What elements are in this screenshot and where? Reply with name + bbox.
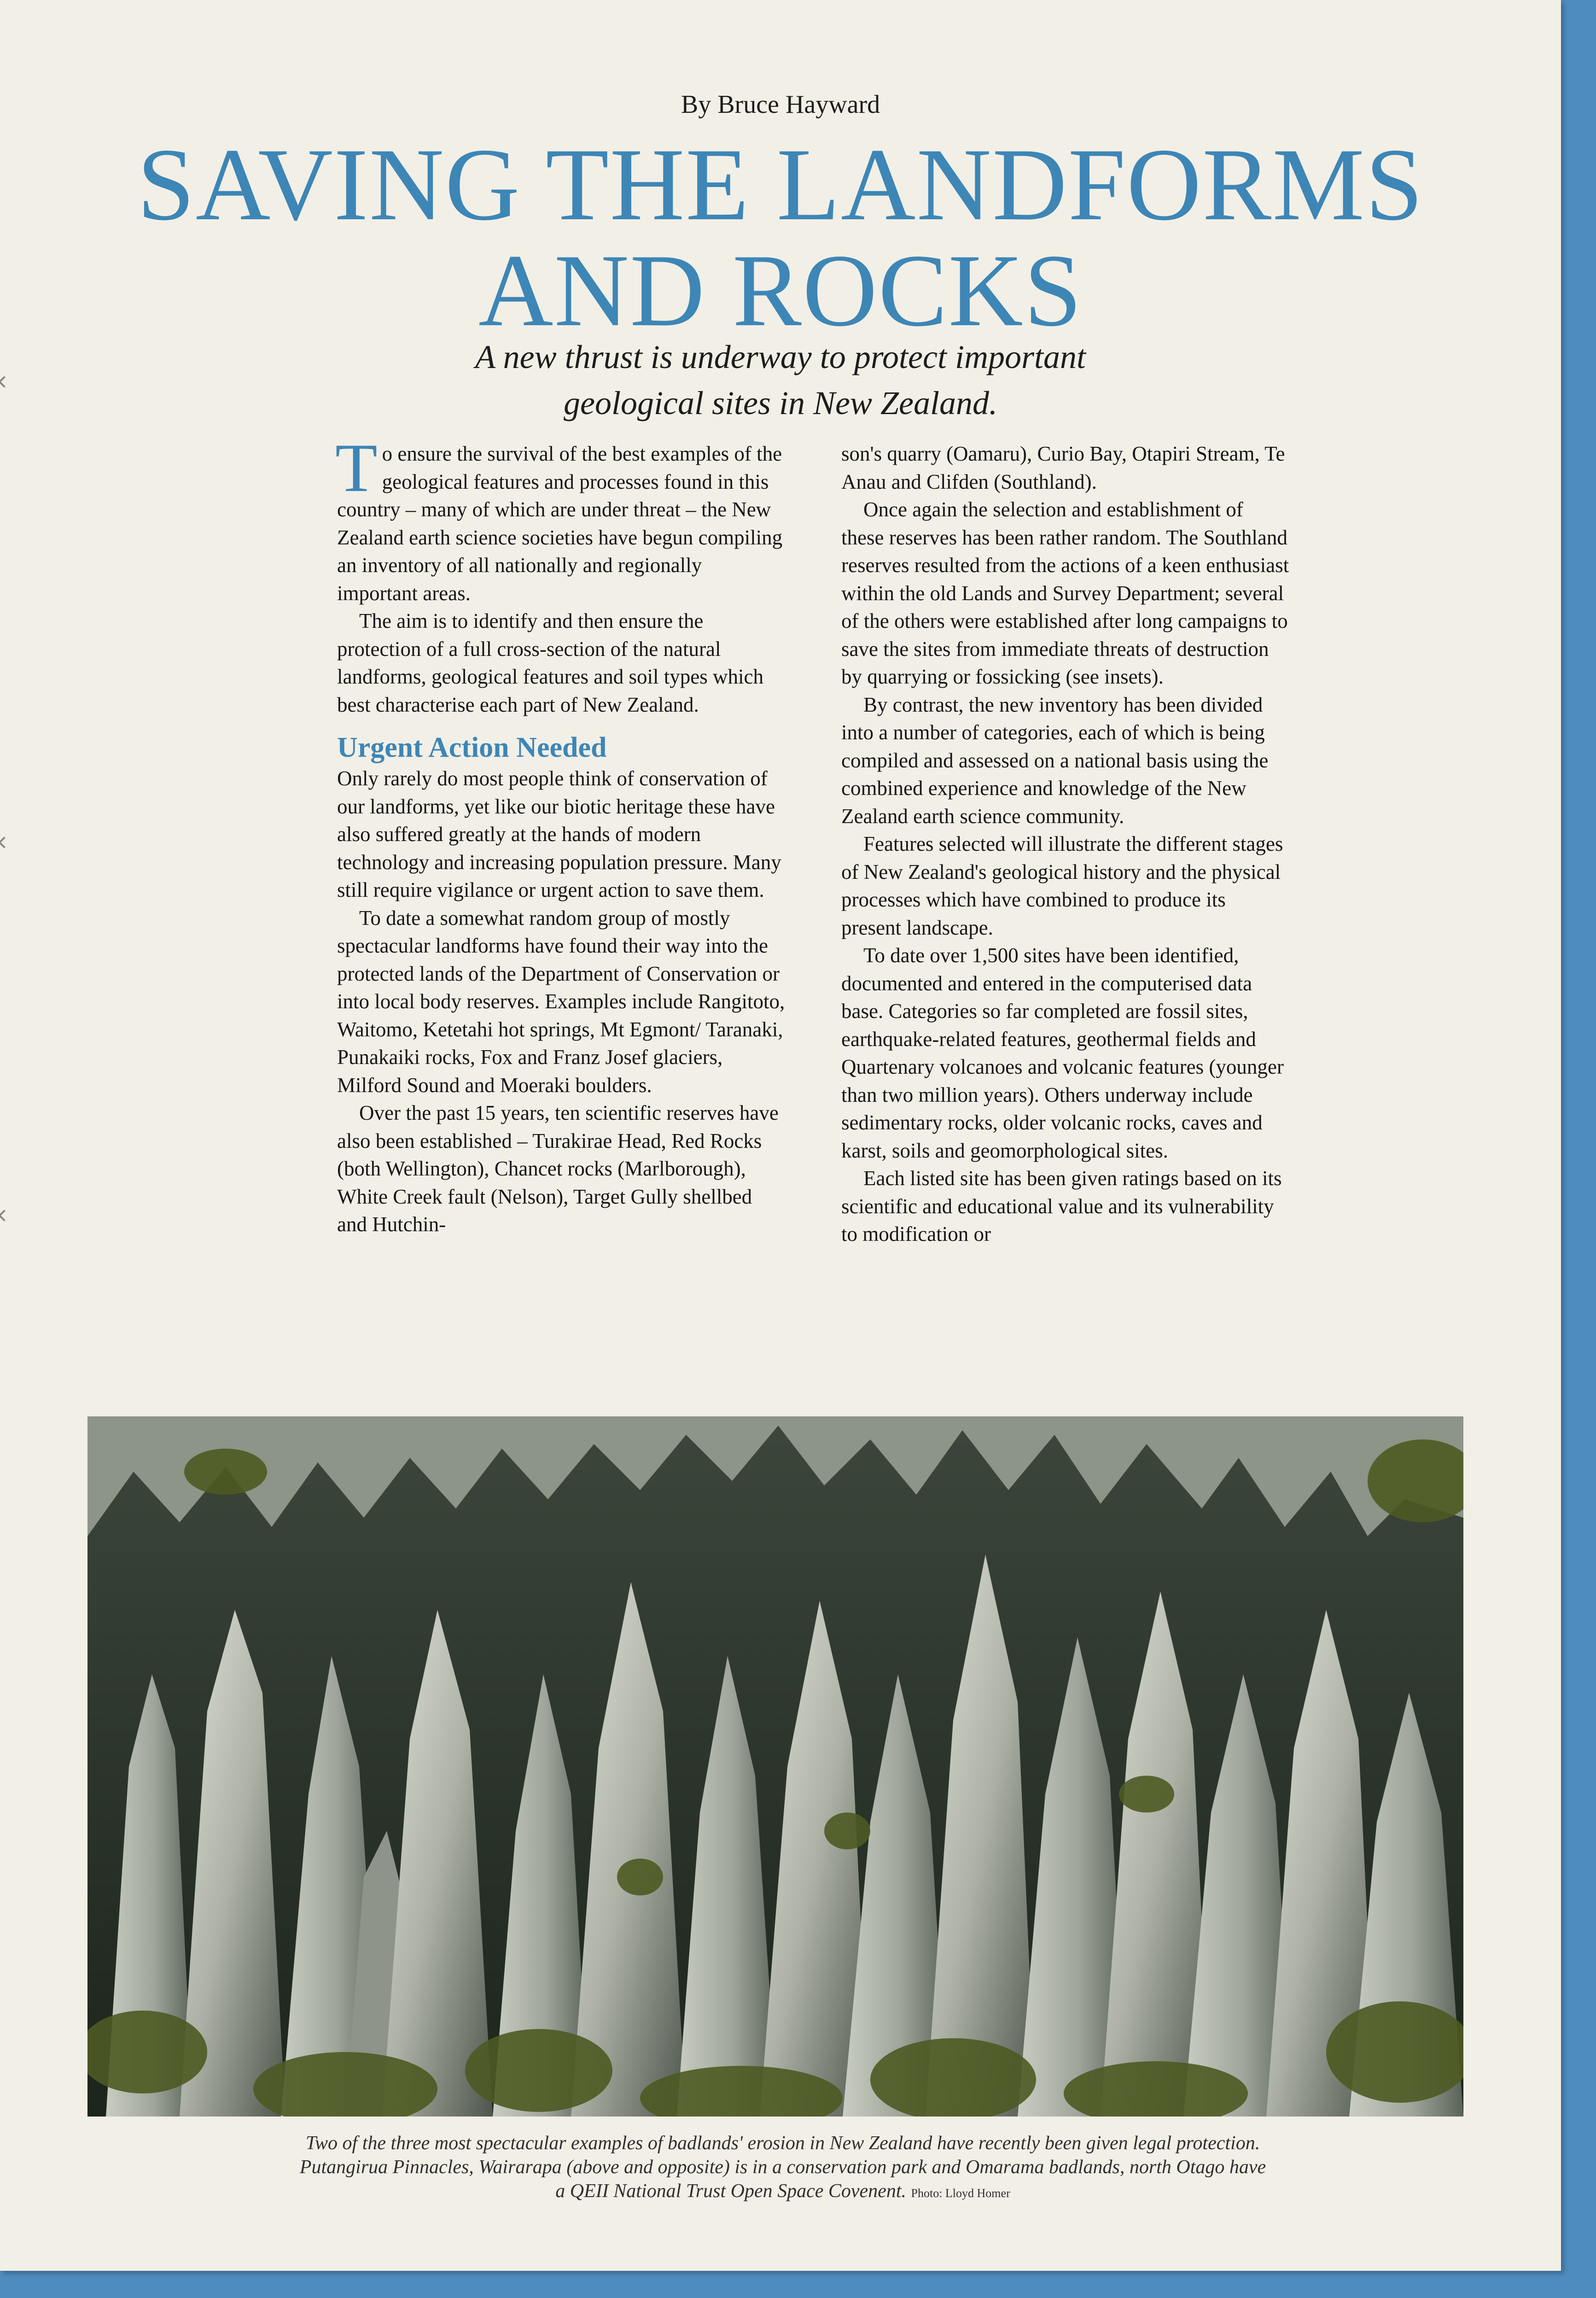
- paragraph: The aim is to identify and then ensure the protection of a full cross-section of the natural landforms, geological features and soil types which best characterise each part of New Zealand.: [337, 609, 763, 716]
- photo-credit: Photo: Lloyd Homer: [911, 2187, 1010, 2200]
- paragraph: By contrast, the new inventory has been divided into a number of categories, each of which is being compiled and assessed on a national basis using the combined experience and knowledge of the New Zealand earth science community.: [841, 693, 1269, 828]
- binding-mark: [0, 1210, 10, 1221]
- subtitle-line-2: geological sites in New Zealand.: [564, 385, 997, 421]
- paragraph: [335, 430, 786, 607]
- paragraph: Features selected will illustrate the different stages of New Zealand's geological history and the physical processes which have combined to produce its present landscape.: [841, 832, 1283, 939]
- title-line-1: SAVING THE LANDFORMS: [137, 127, 1424, 242]
- paragraph: To date a somewhat random group of mostly spectacular landforms have found their way into the protected lands of the Department of Conservation or into local body reserves. Examples include Rangitoto, Waitomo, Ketetahi hot springs, Mt Egmont/ Taranaki, Punakaiki rocks, Fox and Franz Josef glaciers, Milford Sound and Moeraki boulders.: [337, 906, 785, 1097]
- article-subtitle: [0, 334, 1561, 426]
- pinnacles-photo: [87, 1416, 1463, 2117]
- paragraph: Once again the selection and establishment of these reserves has been rather random. The Southland reserves resulted from the actions of a keen enthusiast within the old Lands and Survey Department; several of the others were established after long campaigns to save the sites from immediate threats of destruction by quarrying or fossicking (see insets).: [841, 498, 1289, 688]
- paragraph: Each listed site has been given ratings based on its scientific and educational value and its vulnerability to modification or: [841, 1167, 1282, 1245]
- paragraph: Over the past 15 years, ten scientific reserves have also been established – Turakirae Head, Red Rocks (both Wellington), Chancet rocks (Marlborough), White Creek fault (Nelson), Target Gully shellbed and Hutchin-: [337, 1101, 779, 1236]
- caption-line-3: a QEII National Trust Open Space Covenent.: [555, 2181, 907, 2202]
- binding-mark: [0, 836, 10, 848]
- caption-line-1: Two of the three most spectacular examples of badlands' erosion in New Zealand have recently been given legal protection.: [305, 2133, 1260, 2154]
- photo-caption: [138, 2131, 1427, 2205]
- section-heading: Urgent Action Needed: [337, 732, 607, 763]
- drop-cap: T: [335, 430, 378, 506]
- right-column: [841, 440, 1290, 1248]
- paragraph: son's quarry (Oamaru), Curio Bay, Otapiri Stream, Te Anau and Clifden (Southland).: [841, 442, 1285, 493]
- byline: By Bruce Hayward: [681, 90, 880, 119]
- caption-line-2: Putangirua Pinnacles, Wairarapa (above and opposite) is in a conservation park and Omarama badlands, north Otago have: [299, 2157, 1266, 2178]
- article-title: [0, 127, 1561, 348]
- paragraph-text: o ensure the survival of the best examples of the geological features and processes found in this country – many of which are under threat – the New Zealand earth science societies have begun compiling an inventory of all nationally and regionally important areas.: [337, 442, 783, 605]
- paragraph: To date over 1,500 sites have been identified, documented and entered in the computerised data base. Categories so far completed are fossil sites, earthquake-related features, geothermal fields and Quartenary volcanoes and volcanic features (younger than two million years). Others underway include sedimentary rocks, older volcanic rocks, caves and karst, soils and geomorphological sites.: [841, 944, 1284, 1162]
- title-line-2: AND ROCKS: [478, 233, 1083, 348]
- pinnacles-illustration: [87, 1416, 1463, 2117]
- paragraph: Only rarely do most people think of conservation of our landforms, yet like our biotic heritage these have also suffered greatly at the hands of modern technology and increasing population pressure. Many still require vigilance or urgent action to save them.: [337, 767, 781, 901]
- left-column: [335, 430, 786, 1239]
- subtitle-line-1: A new thrust is underway to protect important: [475, 339, 1086, 375]
